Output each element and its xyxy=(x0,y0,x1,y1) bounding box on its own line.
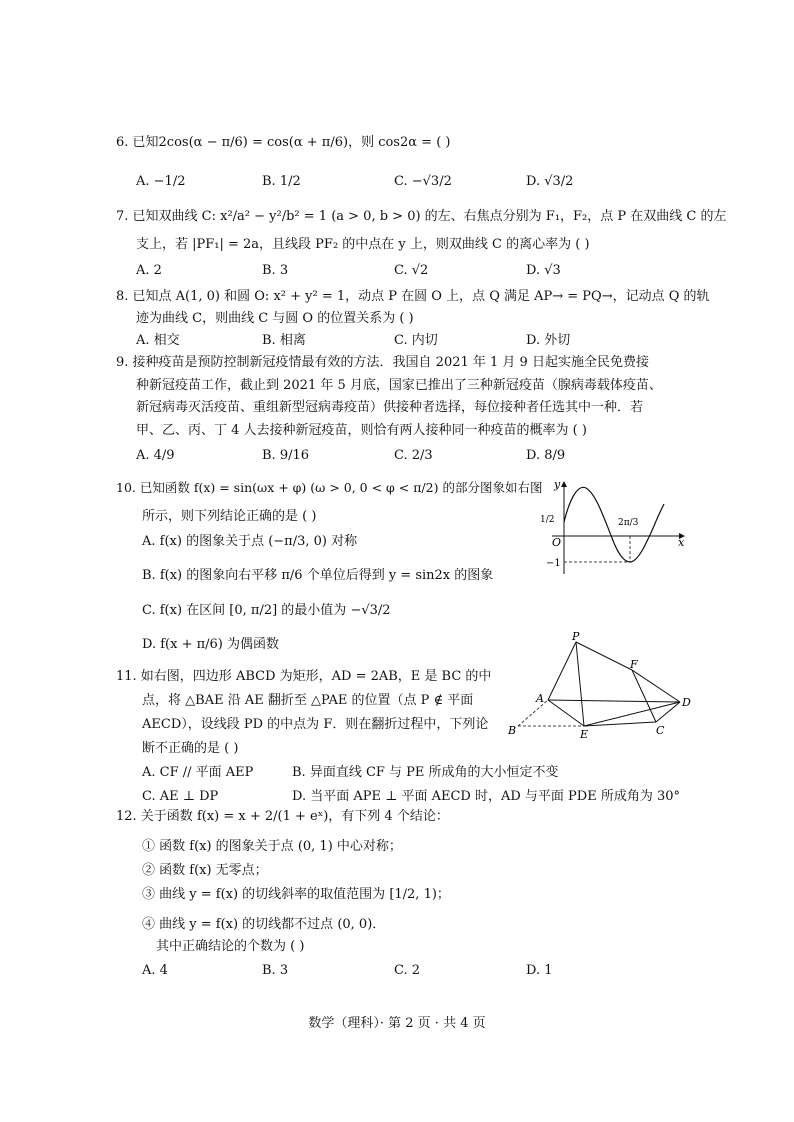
q12-option-b: B. 3 xyxy=(262,963,289,978)
edge-pf xyxy=(576,642,632,670)
q9-stem-line4: 甲、乙、丙、丁 4 人去接种新冠疫苗，则恰有两人接种同一种疫苗的概率为 ( ) xyxy=(136,423,587,438)
q8-option-d: D. 外切 xyxy=(526,333,571,348)
q10-stem-line1: 10. 已知函数 f(x) = sin(ωx + φ) (ω > 0, 0 < φ < π/2) 的部分图象如右图 xyxy=(116,480,543,495)
edge-pa xyxy=(548,642,576,700)
label-c: C xyxy=(656,724,665,737)
q11-stem-line4: 断不正确的是 ( ) xyxy=(142,741,239,756)
q7-option-d: D. √3 xyxy=(526,263,561,278)
label-a: A xyxy=(536,692,544,705)
edge-ec xyxy=(584,722,656,726)
tick-label: 2π/3 xyxy=(618,518,639,528)
q11-option-a: A. CF // 平面 AEP xyxy=(142,765,254,780)
q9-stem-line2: 种新冠疫苗工作，截止到 2021 年 5 月底，国家已推出了三种新冠疫苗（腺病毒载体疫苗、 xyxy=(136,378,662,393)
sine-graph xyxy=(538,478,688,578)
label-d: D xyxy=(682,696,691,709)
q9-option-a: A. 4/9 xyxy=(136,448,175,463)
q10-option-b: B. f(x) 的图象向右平移 π/6 个单位后得到 y = sin2x 的图象 xyxy=(142,568,494,583)
x-axis-label: x xyxy=(678,536,685,549)
q7-option-c: C. √2 xyxy=(394,263,429,278)
q12-stem: 12. 关于函数 f(x) = x + 2/(1 + eˣ)，有下列 4 个结论： xyxy=(116,809,449,824)
q10-option-c: C. f(x) 在区间 [0, π/2] 的最小值为 −√3/2 xyxy=(142,603,391,618)
q8-option-a: A. 相交 xyxy=(136,333,180,348)
edge-ae xyxy=(548,700,584,726)
q12-tail: 其中正确结论的个数为 ( ) xyxy=(156,939,305,954)
q11-stem-line3: AECD），设线段 PD 的中点为 F．则在翻折过程中，下列论 xyxy=(142,717,489,732)
q8-stem-line1: 8. 已知点 A(1, 0) 和圆 O: x² + y² = 1，动点 P 在圆 O 上，点 Q 满足 AP→ = PQ→，记动点 Q 的轨 xyxy=(116,289,710,304)
half-label: 1/2 xyxy=(540,515,555,525)
origin-label: O xyxy=(552,536,562,549)
q7-stem-line1: 7. 已知双曲线 C: x²/a² − y²/b² = 1 (a > 0, b > 0) 的左、右焦点分别为 F₁，F₂，点 P 在双曲线 C 的左 xyxy=(116,209,727,224)
sine-curve xyxy=(564,487,664,562)
q8-stem-line2: 迹为曲线 C，则曲线 C 与圆 O 的位置关系为 ( ) xyxy=(136,311,414,326)
label-b: B xyxy=(508,724,517,737)
q10-option-d: D. f(x + π/6) 为偶函数 xyxy=(142,637,279,652)
q9-stem-line3: 新冠病毒灭活疫苗、重组新型冠病毒疫苗）供接种者选择，每位接种者任选其中一种．若 xyxy=(136,400,644,415)
q12-item-2: ② 函数 f(x) 无零点； xyxy=(142,863,268,878)
fold-figure xyxy=(506,630,706,740)
q12-item-1: ① 函数 f(x) 的图象关于点 (0, 1) 中心对称； xyxy=(142,839,402,854)
q9-option-b: B. 9/16 xyxy=(262,448,310,463)
q7-option-a: A. 2 xyxy=(136,263,162,278)
q9-stem-line1: 9. 接种疫苗是预防控制新冠疫情最有效的方法．我国自 2021 年 1 月 9 日起实施全民免费接 xyxy=(116,355,649,370)
q6-stem: 6. 已知2cos(α − π/6) = cos(α + π/6)，则 cos2α = ( ) xyxy=(116,135,451,150)
q12-option-d: D. 1 xyxy=(526,963,553,978)
q11-option-b: B. 异面直线 CF 与 PE 所成角的大小恒定不变 xyxy=(292,765,559,780)
q7-option-b: B. 3 xyxy=(262,263,289,278)
q6-option-c: C. −√3/2 xyxy=(394,174,452,189)
q7-stem-line2: 支上，若 |PF₁| = 2a，且线段 PF₂ 的中点在 y 上，则双曲线 C 的离心率为 ( ) xyxy=(136,237,590,252)
edge-pe xyxy=(576,642,584,726)
q9-option-d: D. 8/9 xyxy=(526,448,566,463)
q8-option-b: B. 相离 xyxy=(262,333,306,348)
q12-option-c: C. 2 xyxy=(394,963,421,978)
q11-option-d: D. 当平面 APE ⊥ 平面 AECD 时，AD 与平面 PDE 所成角为 30° xyxy=(292,789,681,804)
edge-ad xyxy=(548,700,680,702)
q12-item-3: ③ 曲线 y = f(x) 的切线斜率的取值范围为 [1/2, 1)； xyxy=(142,887,450,902)
q9-option-c: C. 2/3 xyxy=(394,448,433,463)
y-axis-label: y xyxy=(554,478,561,491)
q12-item-4: ④ 曲线 y = f(x) 的切线都不过点 (0, 0)． xyxy=(142,917,386,932)
label-e: E xyxy=(580,728,589,740)
q12-option-a: A. 4 xyxy=(142,963,168,978)
q11-option-c: C. AE ⊥ DP xyxy=(142,789,219,804)
q8-option-c: C. 内切 xyxy=(394,333,438,348)
q6-option-d: D. √3/2 xyxy=(526,174,574,189)
page-footer: 数学（理科）· 第 2 页 · 共 4 页 xyxy=(308,1016,486,1031)
neg-one-label: −1 xyxy=(546,558,561,569)
q6-option-b: B. 1/2 xyxy=(262,174,301,189)
q11-stem-line1: 11. 如右图，四边形 ABCD 为矩形，AD = 2AB，E 是 BC 的中 xyxy=(116,669,492,684)
q10-option-a: A. f(x) 的图象关于点 (−π/3, 0) 对称 xyxy=(142,534,358,549)
label-p: P xyxy=(572,630,580,643)
q6-option-a: A. −1/2 xyxy=(136,174,186,189)
q10-stem-line2: 所示，则下列结论正确的是 ( ) xyxy=(142,509,317,524)
label-f: F xyxy=(630,658,638,671)
q11-stem-line2: 点，将 △BAE 沿 AE 翻折至 △PAE 的位置（点 P ∉ 平面 xyxy=(142,693,474,708)
